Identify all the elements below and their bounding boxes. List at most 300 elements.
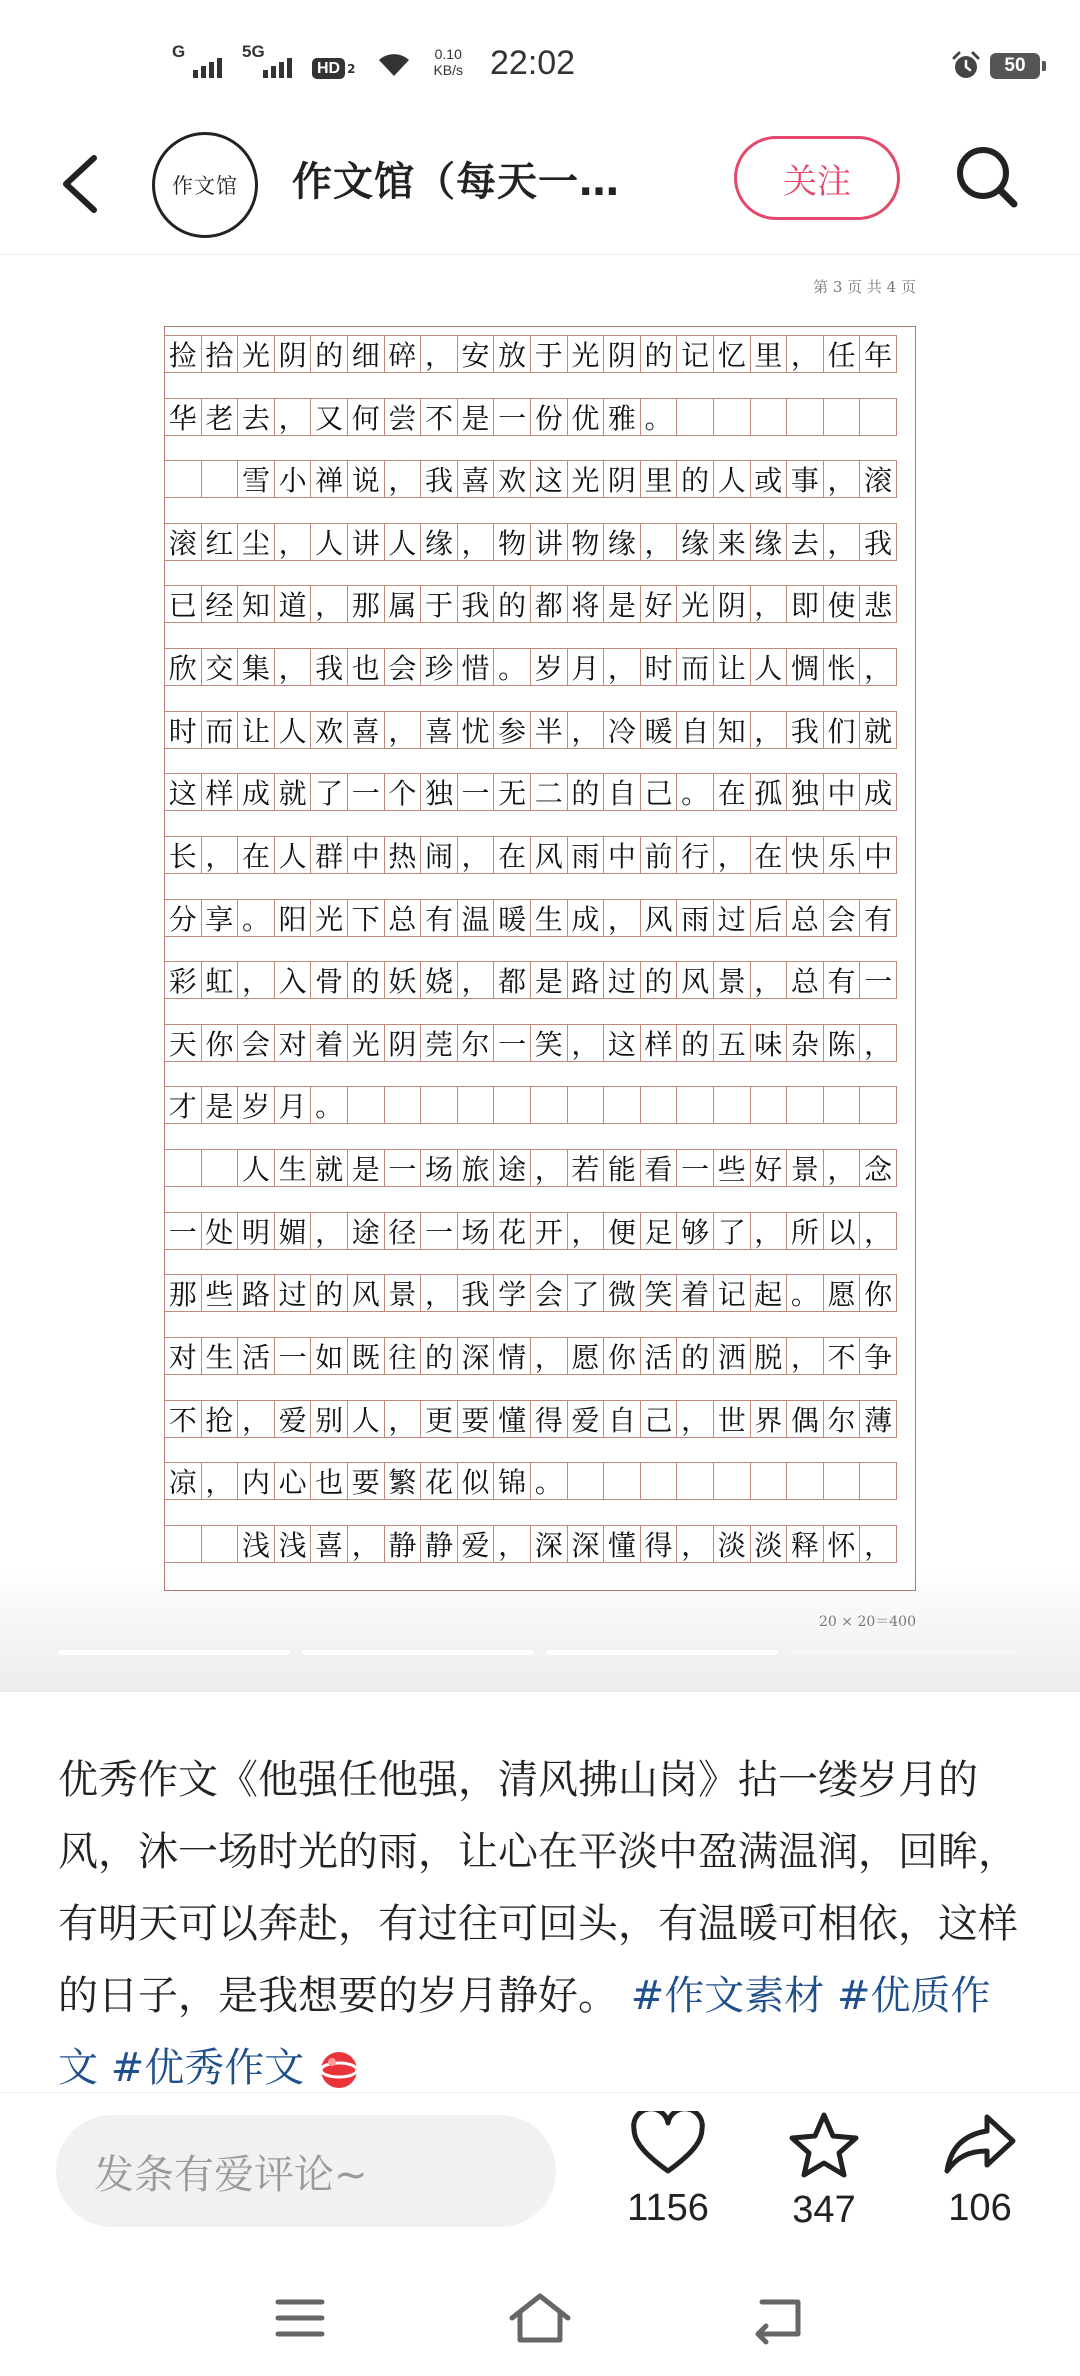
grid-cell: 惜 (457, 648, 495, 686)
grid-cell: ， (603, 899, 641, 937)
grid-cell: 径 (384, 1212, 422, 1250)
hd-label: HD (312, 58, 345, 79)
grid-cell: 如 (310, 1337, 348, 1375)
grid-cell (676, 398, 714, 436)
grid-cell: ， (859, 1024, 897, 1062)
grid-row (164, 585, 916, 623)
grid-cell: 活 (640, 1337, 678, 1375)
grid-cell: 妖 (384, 961, 422, 999)
grid-row (164, 1212, 916, 1250)
grid-cell: 放 (493, 335, 531, 373)
grid-cell: 。 (493, 648, 531, 686)
grid-cell: 一 (493, 398, 531, 436)
grid-cell: 行 (676, 836, 714, 874)
grid-cell: ， (457, 836, 495, 874)
grid-cell: 让 (237, 711, 275, 749)
grid-row (164, 1462, 916, 1500)
grid-cell: 懂 (603, 1525, 641, 1563)
grid-cell: 爱 (457, 1525, 495, 1563)
grid-cell: 雪 (237, 460, 275, 498)
grid-cell: 不 (164, 1400, 202, 1438)
grid-cell: 你 (201, 1024, 239, 1062)
grid-row (164, 648, 916, 686)
favorite-button[interactable] (764, 2111, 884, 2232)
grid-cell: ， (750, 961, 788, 999)
grid-cell: 的 (640, 961, 678, 999)
grid-cell: 快 (786, 836, 824, 874)
grid-cell: 景 (713, 961, 751, 999)
grid-cell: 享 (201, 899, 239, 937)
grid-cell: 的 (310, 335, 348, 373)
grid-cell: 记 (713, 1274, 751, 1312)
grid-cell: 总 (786, 961, 824, 999)
grid-cell: 了 (567, 1274, 605, 1312)
grid-cell: 释 (786, 1525, 824, 1563)
grid-cell: 爱 (567, 1400, 605, 1438)
grid-cell: ， (823, 523, 861, 561)
grid-cell: 欣 (164, 648, 202, 686)
grid-row (164, 711, 916, 749)
grid-row (164, 1274, 916, 1312)
image-indicators (58, 1650, 1022, 1655)
grid-cell: 光 (237, 335, 275, 373)
grid-cell: 时 (640, 648, 678, 686)
grid-cell: 笑 (640, 1274, 678, 1312)
grid-cell: 缘 (603, 523, 641, 561)
grid-cell: 学 (493, 1274, 531, 1312)
grid-cell: 而 (676, 648, 714, 686)
grid-cell: 深 (457, 1337, 495, 1375)
grid-cell: 光 (567, 460, 605, 498)
grid-cell: 里 (750, 335, 788, 373)
grid-cell: 场 (420, 1149, 458, 1187)
grid-cell: ， (457, 961, 495, 999)
grid-cell: 过 (603, 961, 641, 999)
grid-cell: 。 (676, 773, 714, 811)
grid-cell: 拾 (201, 335, 239, 373)
image-indicator (546, 1650, 778, 1655)
hd-sub: 2 (347, 62, 356, 76)
grid-cell: ， (567, 1024, 605, 1062)
grid-cell: 淡 (750, 1525, 788, 1563)
grid-cell: 惆 (786, 648, 824, 686)
signal-5g-icon (242, 42, 292, 78)
grid-cell: 看 (640, 1149, 678, 1187)
hashtag-link[interactable]: #作文素材 (630, 1973, 825, 2019)
back-arrow-icon[interactable] (52, 144, 112, 224)
grid-cell: 就 (310, 1149, 348, 1187)
like-button[interactable] (608, 2111, 728, 2230)
grid-cell: 讲 (530, 523, 568, 561)
post-header (0, 130, 1080, 255)
grid-cell: 既 (347, 1337, 385, 1375)
share-button[interactable] (920, 2111, 1040, 2230)
grid-cell: ， (750, 711, 788, 749)
grid-cell: 愿 (823, 1274, 861, 1312)
grid-cell: 说 (347, 460, 385, 498)
grid-cell: ， (530, 1149, 568, 1187)
grid-cell: ， (310, 585, 348, 623)
grid-cell: 所 (786, 1212, 824, 1250)
grid-cell: 成 (237, 773, 275, 811)
grid-cell (567, 1462, 605, 1500)
grid-cell: 知 (713, 711, 751, 749)
grid-cell: 阴 (603, 335, 641, 373)
red-emoji-icon (317, 2048, 361, 2092)
grid-cell: 何 (347, 398, 385, 436)
grid-cell: 去 (237, 398, 275, 436)
grid-cell: 讲 (347, 523, 385, 561)
grid-cell: 优 (567, 398, 605, 436)
grid-cell: 阴 (603, 460, 641, 498)
grid-cell: ， (384, 460, 422, 498)
grid-cell: 成 (859, 773, 897, 811)
alarm-icon (950, 50, 982, 82)
grid-cell (603, 1086, 641, 1124)
grid-cell: 不 (823, 1337, 861, 1375)
grid-cell: 人 (713, 460, 751, 498)
network-type-1: G (172, 42, 186, 61)
grid-cell: 静 (384, 1525, 422, 1563)
grid-cell: 情 (493, 1337, 531, 1375)
grid-cell: 会 (823, 899, 861, 937)
grid-cell: 爱 (274, 1400, 312, 1438)
grid-cell: 属 (384, 585, 422, 623)
grid-cell: 光 (310, 899, 348, 937)
grid-cell: 明 (237, 1212, 275, 1250)
grid-cell: 也 (347, 648, 385, 686)
grid-cell: 心 (274, 1462, 312, 1500)
grid-cell: ， (237, 961, 275, 999)
grid-cell: 你 (603, 1337, 641, 1375)
grid-cell (347, 1086, 385, 1124)
grid-cell: ， (859, 1212, 897, 1250)
grid-cell: 也 (310, 1462, 348, 1500)
grid-cell: 要 (347, 1462, 385, 1500)
grid-cell: 我 (457, 585, 495, 623)
grid-cell: 雨 (567, 836, 605, 874)
grid-cell: 无 (493, 773, 531, 811)
grid-cell (640, 1086, 678, 1124)
grid-cell: 缘 (676, 523, 714, 561)
grid-cell: ， (603, 648, 641, 686)
grid-cell: 风 (676, 961, 714, 999)
grid-cell: 光 (347, 1024, 385, 1062)
grid-cell: 人 (750, 648, 788, 686)
grid-cell (786, 398, 824, 436)
grid-cell: 骨 (310, 961, 348, 999)
grid-cell (750, 1462, 788, 1500)
grid-cell: 内 (237, 1462, 275, 1500)
grid-cell: 温 (457, 899, 495, 937)
grid-cell: 这 (530, 460, 568, 498)
grid-cell: 己 (640, 773, 678, 811)
grid-cell: 旅 (457, 1149, 495, 1187)
grid-cell: 生 (274, 1149, 312, 1187)
hd-icon (312, 58, 355, 78)
grid-cell: 缘 (420, 523, 458, 561)
search-icon[interactable] (952, 142, 1022, 212)
grid-cell: 起 (750, 1274, 788, 1312)
grid-cell: 经 (201, 585, 239, 623)
grid-cell (603, 1462, 641, 1500)
grid-cell: 阴 (274, 335, 312, 373)
grid-cell: 途 (347, 1212, 385, 1250)
grid-row (164, 1525, 916, 1563)
grid-cell: 虹 (201, 961, 239, 999)
grid-cell: 有 (859, 899, 897, 937)
grid-cell: 是 (603, 585, 641, 623)
grid-cell: 里 (640, 460, 678, 498)
grid-cell: 在 (713, 773, 751, 811)
hashtag-link[interactable]: #优质作文 (58, 1973, 991, 2091)
grid-cell: 总 (786, 899, 824, 937)
grid-cell: 对 (274, 1024, 312, 1062)
grid-row (164, 961, 916, 999)
grid-cell: 尔 (457, 1024, 495, 1062)
grid-cell: 长 (164, 836, 202, 874)
grid-cell: ， (493, 1525, 531, 1563)
grid-cell: 过 (713, 899, 751, 937)
description-text: 优秀作文《他强任他强，清风拂山岗》拈一缕岁月的风，沐一场时光的雨，让心在平淡中盈满温润，回眸，有明天可以奔赴，有过往可回头，有温暖可相依，这样的日子，是我想要的岁月静好。 (58, 1757, 1018, 2019)
home-icon[interactable] (500, 2288, 580, 2348)
grid-cell: 去 (786, 523, 824, 561)
grid-cell (164, 460, 202, 498)
grid-cell (786, 1086, 824, 1124)
grid-row (164, 1337, 916, 1375)
grid-cell: 。 (237, 899, 275, 937)
grid-cell: 于 (530, 335, 568, 373)
grid-cell: 好 (750, 1149, 788, 1187)
status-right (950, 50, 1040, 82)
grid-cell (750, 1086, 788, 1124)
grid-cell: ， (201, 1462, 239, 1500)
grid-row (164, 398, 916, 436)
grid-cell: 我 (786, 711, 824, 749)
grid-cell: 都 (530, 585, 568, 623)
grid-cell: 红 (201, 523, 239, 561)
grid-cell: 景 (384, 1274, 422, 1312)
grid-cell: 交 (201, 648, 239, 686)
grid-cell: 这 (164, 773, 202, 811)
grid-cell: 人 (310, 523, 348, 561)
grid-cell: 阴 (713, 585, 751, 623)
grid-cell: 前 (640, 836, 678, 874)
menu-icon[interactable] (260, 2288, 340, 2348)
grid-cell: 是 (347, 1149, 385, 1187)
grid-cell: 锦 (493, 1462, 531, 1500)
grid-cell (676, 1462, 714, 1500)
grid-cell (859, 398, 897, 436)
grid-cell: 着 (310, 1024, 348, 1062)
grid-cell: 老 (201, 398, 239, 436)
grid-cell: 二 (530, 773, 568, 811)
grid-cell: 参 (493, 711, 531, 749)
grid-cell: 一 (347, 773, 385, 811)
grid-cell: 。 (530, 1462, 568, 1500)
grid-cell: 才 (164, 1086, 202, 1124)
grid-cell: 孤 (750, 773, 788, 811)
grid-cell: ， (859, 1525, 897, 1563)
grid-cell: 热 (384, 836, 422, 874)
grid-cell: 的 (420, 1337, 458, 1375)
grid-cell: 便 (603, 1212, 641, 1250)
grid-cell: 笑 (530, 1024, 568, 1062)
grid-cell: 静 (420, 1525, 458, 1563)
speed-unit: KB/s (433, 62, 464, 78)
grid-cell: 一 (457, 773, 495, 811)
grid-cell: 中 (859, 836, 897, 874)
grid-cell: 抢 (201, 1400, 239, 1438)
like-count: 1156 (627, 2187, 709, 2229)
grid-cell: ， (823, 1149, 861, 1187)
essay-grid-paper (164, 326, 916, 1591)
grid-cell: 来 (713, 523, 751, 561)
grid-cell: 知 (237, 585, 275, 623)
grid-cell (530, 1086, 568, 1124)
grid-cell (859, 1086, 897, 1124)
grid-cell: 半 (530, 711, 568, 749)
grid-cell: 岁 (237, 1086, 275, 1124)
grid-cell: 阴 (384, 1024, 422, 1062)
grid-cell: 。 (640, 398, 678, 436)
network-indicators (172, 42, 464, 78)
grid-cell: 念 (859, 1149, 897, 1187)
grid-cell: 自 (603, 773, 641, 811)
heart-icon (630, 2111, 706, 2177)
grid-cell: ， (859, 648, 897, 686)
grid-cell: 途 (493, 1149, 531, 1187)
grid-cell: 冷 (603, 711, 641, 749)
grid-cell: 时 (164, 711, 202, 749)
grid-cell: 界 (750, 1400, 788, 1438)
grid-cell: 是 (457, 398, 495, 436)
grid-cell: 记 (676, 335, 714, 373)
grid-cell: 的 (676, 460, 714, 498)
grid-cell: 华 (164, 398, 202, 436)
grid-cell: 是 (530, 961, 568, 999)
follow-button[interactable]: 关注 (734, 136, 900, 220)
grid-cell: 得 (640, 1525, 678, 1563)
grid-cell (713, 1462, 751, 1500)
hashtag-link[interactable]: #优秀作文 (110, 2045, 305, 2091)
grid-cell: 那 (347, 585, 385, 623)
grid-cell: 人 (274, 836, 312, 874)
grid-cell (823, 1086, 861, 1124)
grid-cell: 陈 (823, 1024, 861, 1062)
grid-row (164, 460, 916, 498)
grid-cell (823, 398, 861, 436)
grid-cell: 喜 (457, 460, 495, 498)
grid-cell: 五 (713, 1024, 751, 1062)
grid-cell: 欢 (493, 460, 531, 498)
grid-cell: 着 (676, 1274, 714, 1312)
grid-cell: 是 (201, 1086, 239, 1124)
grid-cell: 似 (457, 1462, 495, 1500)
grid-cell: 了 (713, 1212, 751, 1250)
comment-input[interactable]: 发条有爱评论~ (56, 2115, 556, 2227)
grid-cell: 我 (859, 523, 897, 561)
author-avatar[interactable] (152, 132, 258, 238)
grid-cell: 凉 (164, 1462, 202, 1500)
grid-cell: 开 (530, 1212, 568, 1250)
post-image[interactable] (0, 256, 1080, 1692)
grid-cell: 们 (823, 711, 861, 749)
avatar-text: 作文馆 (172, 174, 238, 198)
grid-cell: 别 (310, 1400, 348, 1438)
favorite-count: 347 (792, 2189, 856, 2231)
wifi-icon (375, 48, 413, 78)
grid-row (164, 899, 916, 937)
grid-cell: 淡 (713, 1525, 751, 1563)
grid-cell: 雅 (603, 398, 641, 436)
grid-row (164, 335, 916, 373)
grid-cell: 任 (823, 335, 861, 373)
grid-cell: 中 (347, 836, 385, 874)
grid-cell: 尝 (384, 398, 422, 436)
grid-cell: ， (750, 1212, 788, 1250)
grid-cell (384, 1086, 422, 1124)
grid-cell: 中 (603, 836, 641, 874)
grid-cell: 花 (493, 1212, 531, 1250)
grid-cell: 月 (567, 648, 605, 686)
grid-cell: 人 (347, 1400, 385, 1438)
grid-cell: 那 (164, 1274, 202, 1312)
grid-cell: 路 (237, 1274, 275, 1312)
grid-cell: 自 (676, 711, 714, 749)
grid-row (164, 773, 916, 811)
grid-cell: 我 (420, 460, 458, 498)
grid-cell (786, 1462, 824, 1500)
grid-cell: 忆 (713, 335, 751, 373)
grid-cell: 物 (493, 523, 531, 561)
grid-cell: 味 (750, 1024, 788, 1062)
image-indicator (790, 1650, 1022, 1655)
grid-cell: 中 (823, 773, 861, 811)
grid-cell: ， (823, 460, 861, 498)
author-name[interactable]: 作文馆（每天一… (292, 159, 620, 205)
grid-cell: 懂 (493, 1400, 531, 1438)
grid-row (164, 1024, 916, 1062)
grid-cell: 小 (274, 460, 312, 498)
grid-note: 20 × 20＝400 (819, 1614, 916, 1630)
grid-cell: 处 (201, 1212, 239, 1250)
grid-cell: 尘 (237, 523, 275, 561)
grid-cell: 些 (713, 1149, 751, 1187)
grid-cell: 尔 (823, 1400, 861, 1438)
grid-cell: 就 (859, 711, 897, 749)
grid-cell: 欢 (310, 711, 348, 749)
grid-cell: 暖 (640, 711, 678, 749)
grid-cell: 总 (384, 899, 422, 937)
grid-cell: 分 (164, 899, 202, 937)
share-icon (941, 2111, 1019, 2177)
grid-cell: 缘 (750, 523, 788, 561)
grid-cell: 足 (640, 1212, 678, 1250)
image-indicator (302, 1650, 534, 1655)
grid-cell (640, 1462, 678, 1500)
grid-cell: 捡 (164, 335, 202, 373)
grid-cell: 浅 (274, 1525, 312, 1563)
grid-cell: 喜 (310, 1525, 348, 1563)
grid-cell: 洒 (713, 1337, 751, 1375)
grid-cell: ， (384, 1400, 422, 1438)
grid-cell: 珍 (420, 648, 458, 686)
grid-cell: 碎 (384, 335, 422, 373)
grid-cell: 脱 (750, 1337, 788, 1375)
back-nav-icon[interactable] (740, 2288, 820, 2348)
grid-cell (823, 1462, 861, 1500)
